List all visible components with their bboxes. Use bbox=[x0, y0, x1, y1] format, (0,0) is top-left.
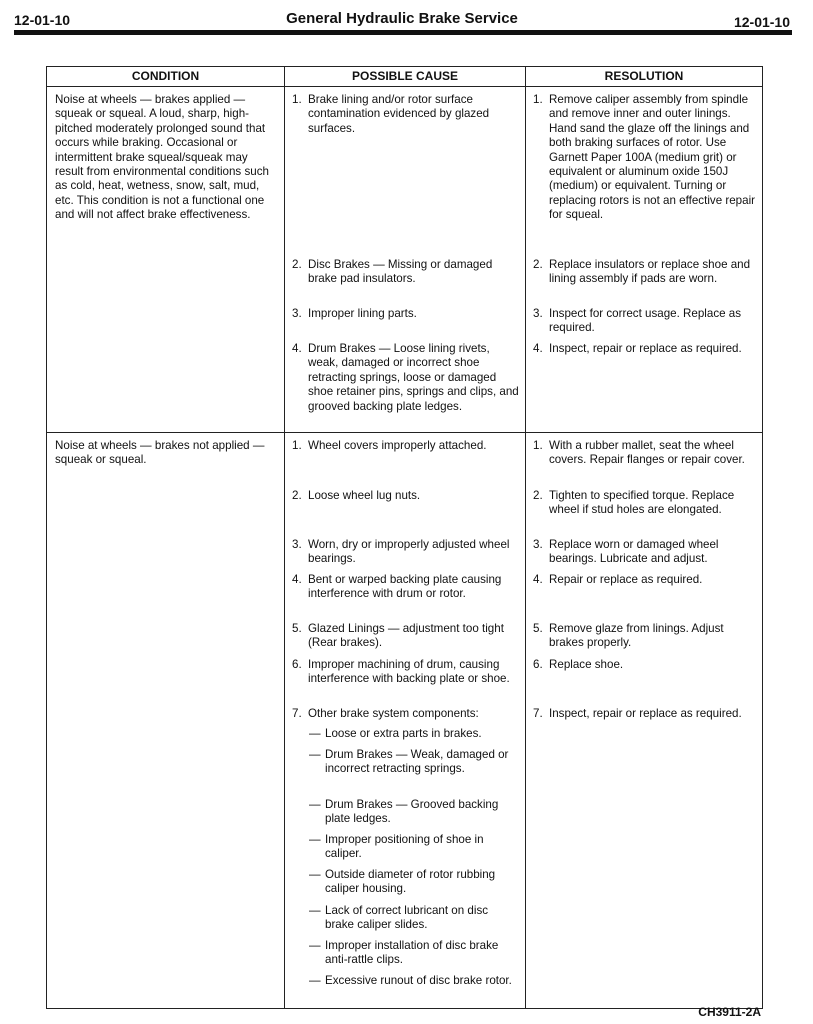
resolution-item bbox=[526, 439, 762, 489]
header-rule bbox=[14, 30, 792, 35]
sub-item-dash: — bbox=[309, 748, 321, 761]
page-number-left: 12-01-10 bbox=[14, 12, 71, 28]
column-header-resolution: RESOLUTION bbox=[526, 67, 763, 87]
resolution-number: 2. bbox=[533, 489, 543, 502]
cause-number: 2. bbox=[292, 489, 302, 502]
resolution-item bbox=[526, 307, 762, 342]
cause-sub-item bbox=[285, 727, 525, 748]
resolution-item bbox=[526, 342, 762, 432]
cause-text: Other brake system components: bbox=[308, 707, 479, 720]
condition-cell bbox=[47, 433, 285, 1009]
sub-item-text: Drum Brakes — Grooved backing plate ledges. bbox=[325, 798, 499, 826]
cause-text: Improper lining parts. bbox=[308, 307, 417, 320]
cause-text: Brake lining and/or rotor surface contamination evidenced by glazed surfaces. bbox=[308, 93, 490, 135]
page-title: General Hydraulic Brake Service bbox=[286, 10, 518, 27]
cause-item bbox=[285, 622, 525, 658]
cause-number: 1. bbox=[292, 93, 302, 106]
resolution-number: 3. bbox=[533, 307, 543, 320]
resolution-item bbox=[526, 658, 762, 707]
resolution-text: Inspect, repair or replace as required. bbox=[549, 707, 742, 720]
cause-sub-item bbox=[285, 748, 525, 798]
condition-text: Noise at wheels — brakes applied — squeak or squeal. A loud, sharp, high-pitched moderately prolonged sound that occurs while braking. Occasional or intermittent brake squeal/squeak may result from environmental conditions such as cold, heat, wetness, snow, salt, mud, etc. This condition is not a functional one and will not affect brake effectiveness. bbox=[55, 93, 269, 222]
sub-item-dash: — bbox=[309, 798, 321, 811]
resolution-text: Tighten to specified torque. Replace wheel if stud holes are elongated. bbox=[549, 489, 735, 517]
cause-text: Drum Brakes — Loose lining rivets, weak, damaged or incorrect shoe retracting springs, loose or damaged shoe retainer pins, springs and clips, and grooved backing plate ledges. bbox=[308, 342, 519, 413]
cause-text: Disc Brakes — Missing or damaged brake pad insulators. bbox=[308, 258, 493, 286]
cause-item bbox=[285, 538, 525, 573]
cause-item bbox=[285, 489, 525, 538]
resolution-text: Replace shoe. bbox=[549, 658, 624, 671]
cause-sub-item bbox=[285, 833, 525, 868]
sub-item-dash: — bbox=[309, 727, 321, 740]
table-body bbox=[47, 87, 763, 1009]
sub-item-dash: — bbox=[309, 939, 321, 952]
sub-item-dash: — bbox=[309, 868, 321, 881]
cause-number: 6. bbox=[292, 658, 302, 671]
resolution-text: With a rubber mallet, seat the wheel covers. Repair flanges or repair cover. bbox=[549, 439, 745, 467]
cause-item bbox=[285, 307, 525, 342]
cause-item bbox=[285, 258, 525, 307]
resolution-item bbox=[526, 538, 762, 573]
cause-text: Loose wheel lug nuts. bbox=[308, 489, 421, 502]
sub-item-text: Outside diameter of rotor rubbing caliper housing. bbox=[325, 868, 496, 896]
resolution-text: Remove glaze from linings. Adjust brakes properly. bbox=[549, 622, 724, 650]
page-number-right: 12-01-10 bbox=[733, 14, 790, 30]
resolution-text: Remove caliper assembly from spindle and remove inner and outer linings. Hand sand the glaze off the linings and both braking surfaces of rotor. Use Garnett Paper 100A (medium grit) or equivalent or aluminum oxide 150J (medium) or equivalent. Turning or replacing rotors is not an effective repair for squeal. bbox=[549, 93, 756, 222]
resolution-number: 1. bbox=[533, 93, 543, 106]
resolution-text: Repair or replace as required. bbox=[549, 573, 703, 586]
cause-sub-item bbox=[285, 798, 525, 833]
resolution-item bbox=[526, 622, 762, 658]
cause-number: 1. bbox=[292, 439, 302, 452]
table-row bbox=[47, 433, 763, 1009]
cause-number: 4. bbox=[292, 573, 302, 586]
column-header-possible-cause: POSSIBLE CAUSE bbox=[285, 67, 526, 87]
cause-item bbox=[285, 342, 525, 432]
cause-item bbox=[285, 658, 525, 707]
cause-text: Improper machining of drum, causing interference with backing plate or shoe. bbox=[308, 658, 510, 686]
condition-cell bbox=[47, 87, 285, 433]
sub-item-dash: — bbox=[309, 833, 321, 846]
sub-item-text: Drum Brakes — Weak, damaged or incorrect retracting springs. bbox=[325, 748, 509, 776]
cause-number: 2. bbox=[292, 258, 302, 271]
cause-item bbox=[285, 573, 525, 622]
figure-code: CH3911-2A bbox=[698, 1005, 761, 1019]
resolution-item bbox=[526, 93, 762, 258]
cause-number: 4. bbox=[292, 342, 302, 355]
sub-item-text: Improper positioning of shoe in caliper. bbox=[325, 833, 484, 861]
resolution-number: 6. bbox=[533, 658, 543, 671]
resolution-text: Replace insulators or replace shoe and lining assembly if pads are worn. bbox=[549, 258, 751, 286]
cause-text: Glazed Linings — adjustment too tight (Rear brakes). bbox=[308, 622, 504, 650]
sub-item-text: Improper installation of disc brake anti-rattle clips. bbox=[325, 939, 499, 967]
cause-item bbox=[285, 707, 525, 727]
resolution-text: Replace worn or damaged wheel bearings. Lubricate and adjust. bbox=[549, 538, 719, 566]
cause-number: 5. bbox=[292, 622, 302, 635]
resolution-cell bbox=[526, 87, 763, 433]
cause-sub-item bbox=[285, 974, 525, 1008]
cause-sub-item bbox=[285, 904, 525, 939]
sub-item-dash: — bbox=[309, 974, 321, 987]
resolution-number: 2. bbox=[533, 258, 543, 271]
cause-cell bbox=[285, 87, 526, 433]
table-header-row bbox=[47, 67, 763, 87]
resolution-number: 1. bbox=[533, 439, 543, 452]
diagnosis-table bbox=[46, 66, 763, 1009]
resolution-item bbox=[526, 573, 762, 622]
sub-item-text: Excessive runout of disc brake rotor. bbox=[325, 974, 512, 987]
resolution-number: 3. bbox=[533, 538, 543, 551]
resolution-text: Inspect for correct usage. Replace as required. bbox=[549, 307, 742, 335]
cause-number: 3. bbox=[292, 538, 302, 551]
resolution-number: 5. bbox=[533, 622, 543, 635]
cause-item bbox=[285, 439, 525, 489]
cause-cell bbox=[285, 433, 526, 1009]
cause-number: 7. bbox=[292, 707, 302, 720]
cause-text: Wheel covers improperly attached. bbox=[308, 439, 487, 452]
cause-item bbox=[285, 93, 525, 258]
cause-text: Bent or warped backing plate causing interference with drum or rotor. bbox=[308, 573, 502, 601]
page-header bbox=[14, 8, 790, 32]
column-header-condition: CONDITION bbox=[47, 67, 285, 87]
cause-text: Worn, dry or improperly adjusted wheel bearings. bbox=[308, 538, 510, 566]
cause-sub-item bbox=[285, 939, 525, 974]
resolution-cell bbox=[526, 433, 763, 1009]
resolution-number: 7. bbox=[533, 707, 543, 720]
resolution-item bbox=[526, 489, 762, 538]
resolution-item bbox=[526, 258, 762, 307]
resolution-text: Inspect, repair or replace as required. bbox=[549, 342, 742, 355]
cause-sub-item bbox=[285, 868, 525, 904]
sub-item-dash: — bbox=[309, 904, 321, 917]
resolution-item bbox=[526, 707, 762, 1008]
sub-item-text: Lack of correct lubricant on disc brake caliper slides. bbox=[325, 904, 489, 932]
cause-number: 3. bbox=[292, 307, 302, 320]
resolution-number: 4. bbox=[533, 573, 543, 586]
sub-item-text: Loose or extra parts in brakes. bbox=[325, 727, 482, 740]
resolution-number: 4. bbox=[533, 342, 543, 355]
table-row bbox=[47, 87, 763, 433]
condition-text: Noise at wheels — brakes not applied — squeak or squeal. bbox=[55, 439, 265, 467]
